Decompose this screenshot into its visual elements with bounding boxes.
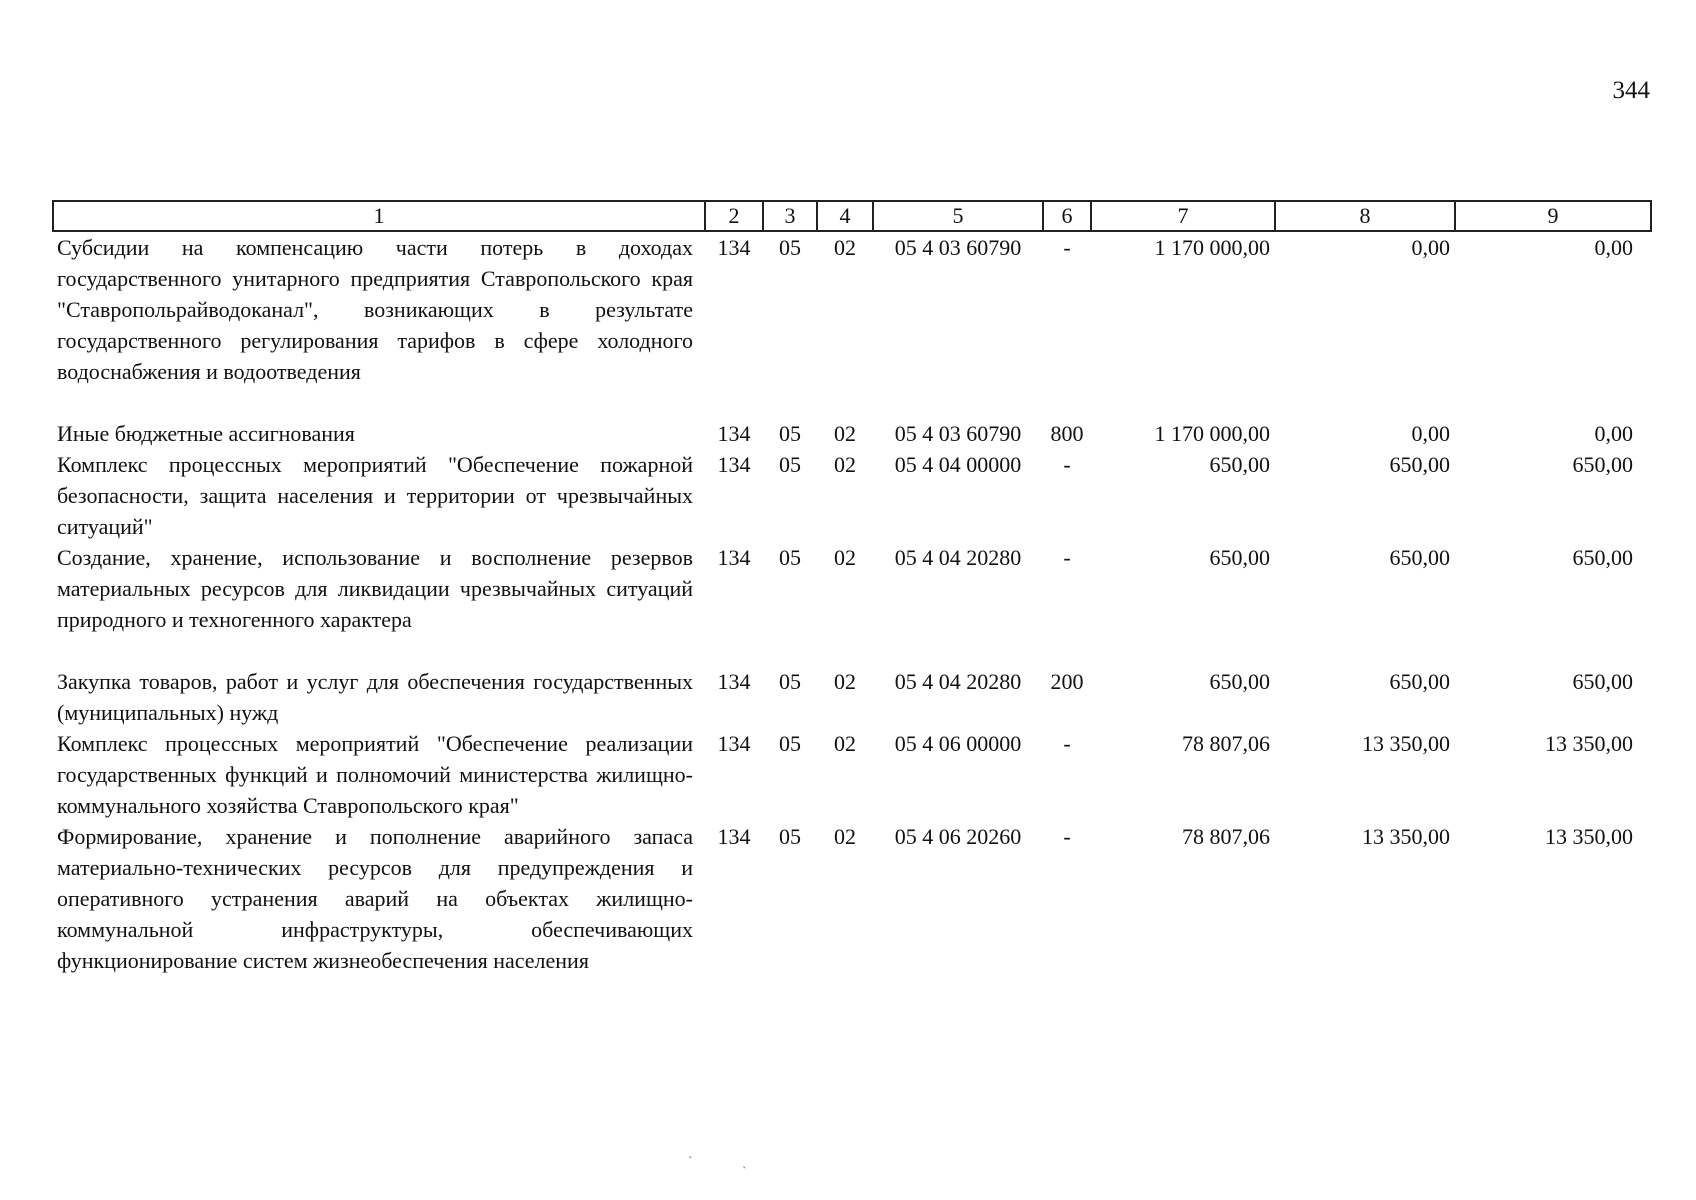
cell-subsection: 02	[834, 669, 856, 694]
table-row	[53, 449, 1651, 542]
column-header: 8	[1275, 201, 1455, 231]
cell-ministry: 134	[717, 545, 751, 570]
scan-speck: ˋ	[742, 1165, 747, 1180]
cell-expense-type: 200	[1050, 669, 1084, 694]
cell-expense-type: 800	[1050, 421, 1084, 446]
table-header-row	[53, 201, 1651, 231]
cell-amount-col7: 650,00	[1209, 669, 1270, 694]
cell-amount-col8: 13 350,00	[1362, 824, 1450, 849]
cell-amount-col7: 650,00	[1209, 545, 1270, 570]
row-name: Комплекс процессных мероприятий "Обеспечение реализации государственных функций и полномочий министерства жилищно-коммунального хозяйства Ставропольского края"	[57, 731, 693, 818]
cell-expense-type: -	[1063, 235, 1071, 260]
cell-subsection: 02	[834, 235, 856, 260]
cell-expense-type: -	[1063, 824, 1071, 849]
column-header: 3	[763, 201, 817, 231]
cell-amount-col8: 650,00	[1389, 452, 1450, 477]
cell-expense-type: -	[1063, 545, 1071, 570]
cell-target-code: 05 4 06 00000	[894, 731, 1022, 756]
cell-section: 05	[779, 452, 801, 477]
row-name: Иные бюджетные ассигнования	[57, 421, 355, 446]
column-header: 5	[873, 201, 1043, 231]
cell-amount-col9: 650,00	[1572, 545, 1633, 570]
row-name: Формирование, хранение и пополнение аварийного запаса материально-технических ресурсов для предупреждения и оперативного устранения аварий на объектах жилищно-коммунальной инфраструктуры, обеспечивающих функционирование систем жизнеобеспечения населения	[57, 824, 693, 973]
cell-amount-col8: 0,00	[1411, 235, 1450, 260]
page-number: 344	[1612, 77, 1650, 104]
cell-amount-col9: 13 350,00	[1545, 731, 1633, 756]
cell-subsection: 02	[834, 824, 856, 849]
cell-subsection: 02	[834, 545, 856, 570]
cell-target-code: 05 4 04 20280	[894, 545, 1022, 570]
cell-section: 05	[779, 731, 801, 756]
cell-target-code: 05 4 06 20260	[894, 824, 1022, 849]
cell-target-code: 05 4 03 60790	[894, 421, 1022, 446]
row-name: Комплекс процессных мероприятий "Обеспечение пожарной безопасности, защита населения и территории от чрезвычайных ситуаций"	[57, 452, 693, 539]
table-row	[53, 821, 1651, 976]
cell-subsection: 02	[834, 731, 856, 756]
cell-section: 05	[779, 421, 801, 446]
cell-section: 05	[779, 545, 801, 570]
cell-amount-col7: 1 170 000,00	[1154, 235, 1270, 260]
column-header: 7	[1091, 201, 1275, 231]
cell-amount-col7: 78 807,06	[1182, 731, 1270, 756]
cell-amount-col8: 13 350,00	[1362, 731, 1450, 756]
cell-ministry: 134	[717, 452, 751, 477]
cell-amount-col9: 650,00	[1572, 669, 1633, 694]
row-name: Субсидии на компенсацию части потерь в доходах государственного унитарного предприятия Ставропольского края "Ставропольрайводоканал", возникающих в результате государственного регулирования тарифов в сфере холодного водоснабжения и водоотведения	[57, 235, 693, 384]
cell-amount-col8: 0,00	[1411, 421, 1450, 446]
table-row	[53, 418, 1651, 449]
cell-ministry: 134	[717, 235, 751, 260]
cell-ministry: 134	[717, 669, 751, 694]
cell-section: 05	[779, 824, 801, 849]
column-header: 2	[705, 201, 763, 231]
cell-ministry: 134	[717, 421, 751, 446]
cell-subsection: 02	[834, 421, 856, 446]
table-row	[53, 666, 1651, 728]
cell-expense-type: -	[1063, 731, 1071, 756]
cell-section: 05	[779, 669, 801, 694]
cell-amount-col9: 0,00	[1594, 421, 1633, 446]
column-header: 1	[53, 201, 705, 231]
column-header: 4	[817, 201, 873, 231]
cell-amount-col7: 78 807,06	[1182, 824, 1270, 849]
cell-subsection: 02	[834, 452, 856, 477]
cell-amount-col7: 1 170 000,00	[1154, 421, 1270, 446]
cell-amount-col9: 0,00	[1594, 235, 1633, 260]
column-header: 6	[1043, 201, 1091, 231]
cell-target-code: 05 4 04 20280	[894, 669, 1022, 694]
cell-amount-col8: 650,00	[1389, 545, 1450, 570]
cell-ministry: 134	[717, 731, 751, 756]
cell-ministry: 134	[717, 824, 751, 849]
cell-target-code: 05 4 04 00000	[894, 452, 1022, 477]
row-name: Закупка товаров, работ и услуг для обеспечения государственных (муниципальных) нужд	[57, 669, 693, 725]
cell-amount-col7: 650,00	[1209, 452, 1270, 477]
table-row	[53, 728, 1651, 821]
row-name: Создание, хранение, использование и восполнение резервов материальных ресурсов для ликвидации чрезвычайных ситуаций природного и техногенного характера	[57, 545, 693, 632]
table-row	[53, 542, 1651, 666]
scan-speck: ˋ	[688, 1155, 693, 1170]
cell-amount-col8: 650,00	[1389, 669, 1450, 694]
cell-amount-col9: 13 350,00	[1545, 824, 1633, 849]
column-header: 9	[1455, 201, 1651, 231]
budget-table	[52, 200, 1652, 976]
cell-target-code: 05 4 03 60790	[894, 235, 1022, 260]
cell-amount-col9: 650,00	[1572, 452, 1633, 477]
cell-section: 05	[779, 235, 801, 260]
table-row	[53, 231, 1651, 418]
cell-expense-type: -	[1063, 452, 1071, 477]
